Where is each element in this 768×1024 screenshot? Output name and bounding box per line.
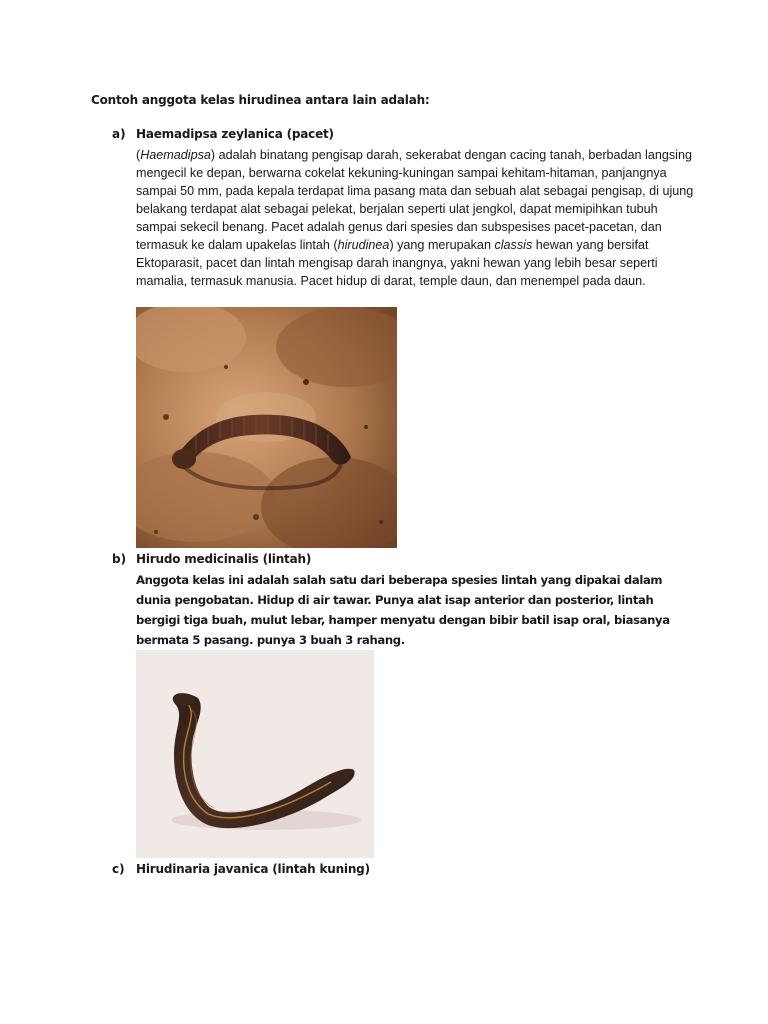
leech-on-rock-photo: [136, 307, 397, 548]
item-description-b: Anggota kelas ini adalah salah satu dari beberapa spesies lintah yang dipakai dalam dunia pengobatan. Hidup di air tawar. Punya alat isap anterior dan posterior, lintah bergigi tiga buah, mulut lebar, hamper menyatu dengan bibir batil isap oral, biasanya bermata 5 pasang. punya 3 buah 3 rahang.: [136, 573, 670, 647]
item-title-a: Haemadipsa zeylanica (pacet): [136, 127, 334, 141]
list-marker-b: b): [112, 552, 127, 566]
item-title-b: Hirudo medicinalis (lintah): [136, 552, 312, 566]
section-heading: Contoh anggota kelas hirudinea antara lain adalah:: [91, 93, 430, 107]
item-description-a: (Haemadipsa) adalah binatang pengisap darah, sekerabat dengan cacing tanah, berbadan langsing mengecil ke depan, berwarna cokelat kekuning-kuningan sampai kehitam-hitaman, panjangnya sampai 50 mm, pada kepala terdapat lima pasang mata dan sebuah alat sebagai pengisap, di ujung belakang terdapat alat sebagai pelekat, berjalan seperti ulat jengkol, dapat memipihkan tubuh sampai sekecil benang. Pacet adalah genus dari spesies dan subspesises pacet-pacetan, dan termasuk ke dalam upakelas lintah (hirudinea) yang merupakan classis hewan yang bersifat Ektoparasit, pacet dan lintah mengisap darah inangnya, yakni hewan yang lebih besar seperti mamalia, termasuk manusia. Pacet hidup di darat, temple daun, dan menempel pada daun.: [136, 148, 694, 288]
medicinal-leech-photo: [136, 650, 374, 858]
list-marker-c: c): [112, 862, 125, 876]
list-marker-a: a): [112, 127, 126, 141]
item-title-c: Hirudinaria javanica (lintah kuning): [136, 862, 370, 876]
